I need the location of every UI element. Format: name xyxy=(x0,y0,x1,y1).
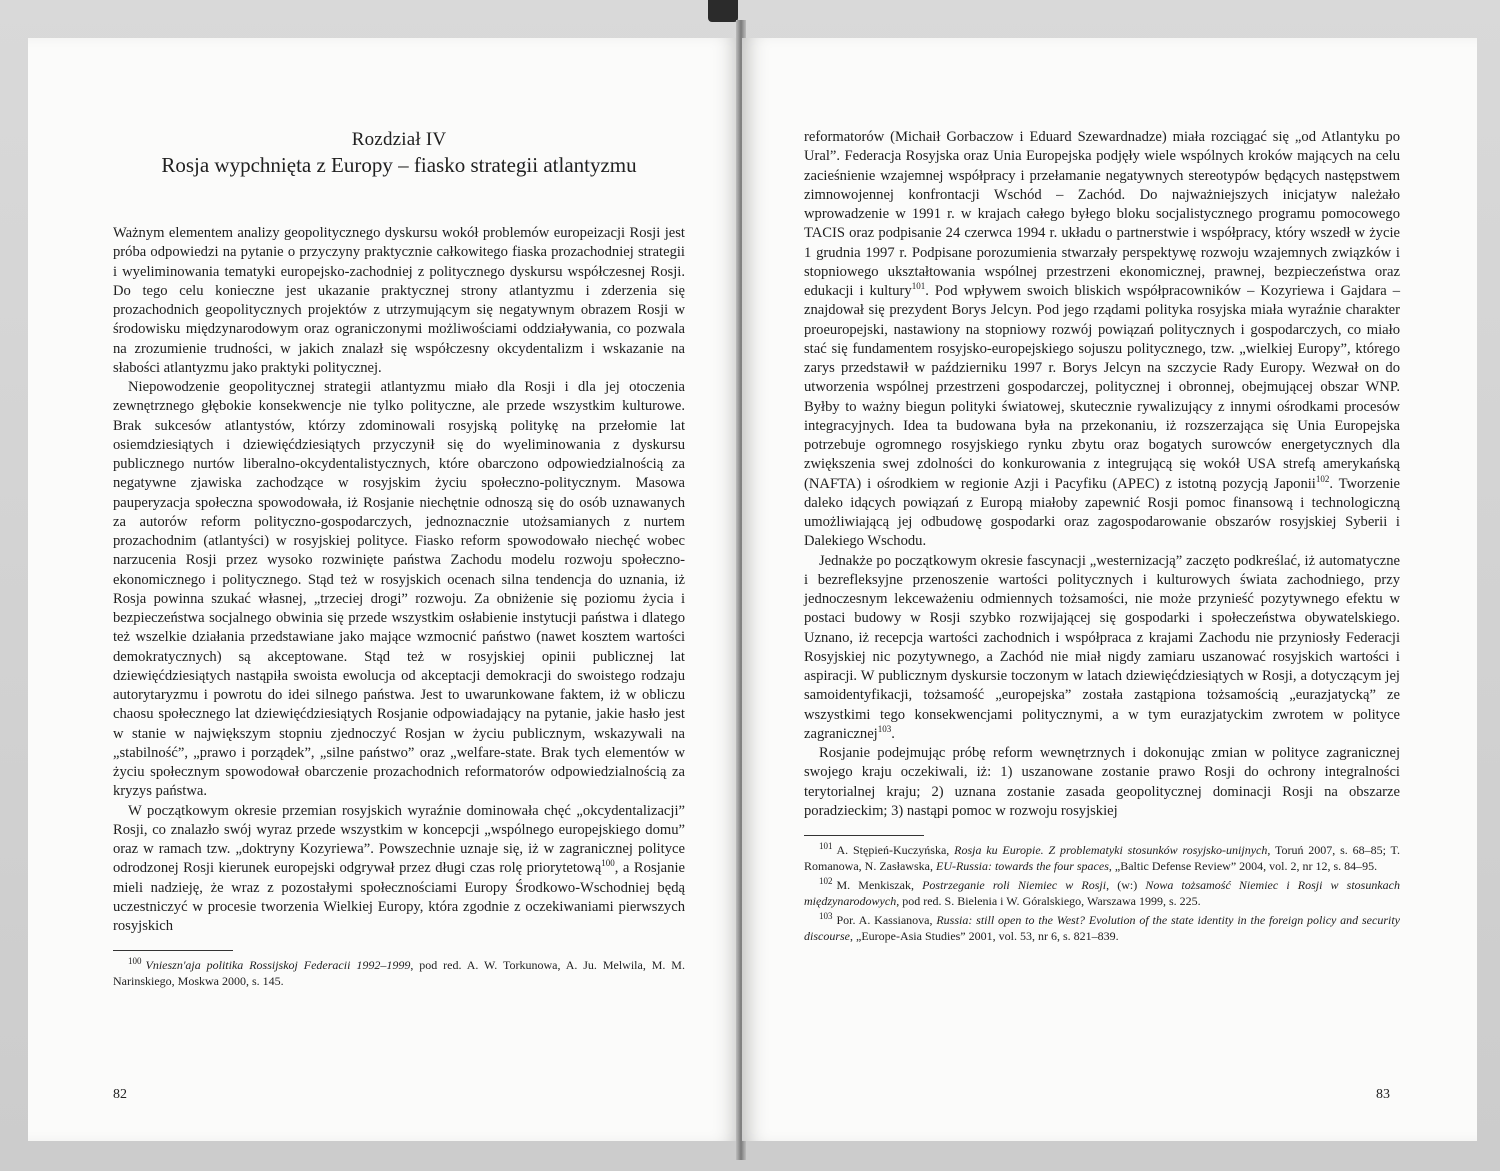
footnote-ref: 101 xyxy=(911,281,926,292)
paragraph: Niepowodzenie geopolitycznej strategii atlantyzmu miało dla Rosji i dla jej otoczenia zewnętrznego głębokie konsekwencje nie tylko polityczne, ale przede wszystkim kulturowe. Brak sukcesów atlantystów, którzy zdominowali rosyjską politykę na przełomie lat osiemdziesiątych i dziewięćdziesiątych przyczynił się do wyeliminowania z dyskursu publicznego nurtów liberalno-okcydentalistycznych, które obarczono odpowiedzialnością za negatywne zjawiska zachodzące w rosyjskim życiu społeczno-politycznym. Masowa pauperyzacja społeczna spowodowała, iż Rosjanie niechętnie odnoszą się do osób uznawanych za autorów reform polityczno-gospodarczych, jednoznacznie utożsamianych z nurtem prozachodnim (atlantyści) w rosyjskiej polityce. Fiasko reform spowodowało niechęć wobec narzucenia Rosji przez wysoko rozwinięte państwa Zachodu modelu rozwoju społeczno-ekonomicznego i politycznego. Stąd też w rosyjskich ocenach silna tendencja do uznania, iż Rosja powinna szukać własnej, „trzeciej drogi” rozwoju. Za obniżenie się poziomu życia i bezpieczeństwa socjalnego obwinia się przede wszystkim osłabienie instytucji państwa i dlatego też wszelkie działania przedstawiane jako mające wzmocnić państwo (nawet kosztem wartości demokratycznych) są akceptowane. Stąd też w rosyjskiej opinii publicznej lat dziewięćdziesiątych nastąpiła swoista ewolucja od akceptacji demokracji do swoistego rodzaju autorytaryzmu i powrotu do idei silnego państwa. Jest to uwarunkowane faktem, iż w obliczu chaosu społecznego lat dziewięćdziesiątych Rosjanie odpowiadający na pytanie, jakie hasło jest w stanie w największym stopniu zjednoczyć Rosjan w życiu publicznym, wskazywali na „stabilność”, „prawo i porządek”, „silne państwo” oraz „welfare-state. Brak tych elementów w życiu społecznym spowodował obarczenie prozachodnich reformatorów odpowiedzialnością za kryzys państwa. xyxy=(113,379,685,800)
footnote-title: Russia: still open to the West? Evolution of the state identity in the foreign policy and security discourse xyxy=(804,913,1400,943)
left-page xyxy=(28,38,740,1141)
footnote-text: Por. A. Kassianova, xyxy=(836,913,937,927)
footnote xyxy=(804,842,1400,874)
footnote-text: , pod red. A. W. Torkunowa, A. Ju. Melwila, M. M. Narinskiego, Moskwa 2000, s. 145. xyxy=(113,958,685,989)
binder-clip xyxy=(708,0,738,22)
footnote-ref: 100 xyxy=(601,858,615,869)
footnote-rule xyxy=(113,950,233,951)
paragraph-text: Jednakże po początkowym okresie fascynacji „westernizacją” zaczęto podkreślać, iż automatyczne i bezrefleksyjne przenoszenie wartości politycznych i kulturowych świata zachodniego, przy jednoczesnym lekceważeniu odmiennych tożsamości, nie może przynieść pozytywnego efektu w postaci budowy w Rosji szybko rozwijającej się gospodarki i społeczeństwa obywatelskiego. Uznano, iż recepcja wartości zachodnich i współpraca z krajami Zachodu nie przyniosły Federacji Rosyjskiej nic pozytywnego, a Zachód nie miał nigdy zamiaru uszanować rosyjskich wartości i aspiracji. W publicznym dyskursie toczonym w latach dziewięćdziesiątych w Rosji, a dotyczącym jej samoidentyfikacji, tożsamość „europejska” została zastąpiona tożsamością „eurazjatycką” ze wszystkimi tego konsekwencjami politycznymi, a w tym eurazjatyckim zwrotem w polityce zagranicznej xyxy=(804,552,1400,742)
footnote xyxy=(804,877,1400,909)
footnote-title: Vnieszn'aja politika Rossijskoj Federacii 1992–1999 xyxy=(145,958,411,973)
chapter-title: Rosja wypchnięta z Europy – fiasko strategii atlantyzmu xyxy=(161,153,637,177)
footnote-number: 103 xyxy=(819,911,833,921)
paragraph-text: . Tworzenie daleko idących powiązań z Europą miałoby zapewnić Rosji pomoc finansową i technologiczną umożliwiającą jej odbudowę gospodarki oraz zagospodarowanie obszarów rosyjskiej Syberii i Dalekiego Wschodu. xyxy=(804,475,1400,550)
footnote-text: , „Baltic Defense Review” 2004, vol. 2, nr 12, s. 84–95. xyxy=(1108,859,1378,873)
footnote-rule xyxy=(804,835,924,836)
footnote-text: , „Europe-Asia Studies” 2001, vol. 53, nr 6, s. 821–839. xyxy=(850,929,1119,943)
paragraph: Rosjanie podejmując próbę reform wewnętrznych i dokonując zmian w polityce zagranicznej swojego kraju oczekiwali, iż: 1) uszanowane zostanie prawo Rosji do ochrony integralności terytorialnej kraju; 2) uznana zostanie zasada geopolitycznej dominacji Rosji na obszarze poradzieckim; 3) nastąpi pomoc w rozwoju rosyjskiej xyxy=(804,745,1400,819)
chapter-label: Rozdział IV xyxy=(351,129,447,150)
footnote-text: A. Stępień-Kuczyńska, xyxy=(836,843,955,857)
footnote-number: 100 xyxy=(128,956,142,967)
footnote-ref: 103 xyxy=(877,723,892,734)
left-text-block xyxy=(113,128,685,989)
footnote-number: 101 xyxy=(819,841,833,851)
footnote-title: Nowa tożsamość Niemiec i Rosji w stosunkach międzynarodowych xyxy=(804,878,1401,908)
footnote-title: Rosja ku Europie. Z problematyki stosunków rosyjsko-unijnych xyxy=(954,843,1268,857)
footnote xyxy=(113,957,685,989)
footnote-text: M. Menkiszak, xyxy=(836,878,923,892)
footnote-text: , (w:) xyxy=(1106,878,1146,892)
paragraph: Ważnym elementem analizy geopolitycznego dyskursu wokół problemów europeizacji Rosji jest próba odpowiedzi na pytanie o przyczyny praktycznie całkowitego fiaska prozachodniej strategii i wyeliminowania tematyki europejsko-zachodniej z politycznego dyskursu współczesnej Rosji. Do tego celu konieczne jest ukazanie praktycznej strony atlantyzmu i zderzenia się prozachodnich geopolitycznych projektów z utrzymującym się negatywnym obrazem Rosji w środowisku międzynarodowym oraz ograniczonymi możliwościami oddziaływania, co pozwala na zrozumienie trudności, w jakich znalazł się współczesny okcydentalizm i wskazanie na słabości atlantyzmu jako praktyki politycznej. xyxy=(113,225,685,376)
paragraph-text: W początkowym okresie przemian rosyjskich wyraźnie dominowała chęć „okcydentalizacji” Rosji, co znalazło swój wyraz przede wszystkim w koncepcji „wspólnego europejskiego domu” oraz w ramach tzw. „doktryny Kozyriewa”. Powszechnie uznaje się, iż w zagranicznej polityce odrodzonej Rosji kierunek europejski odgrywał przez długi czas rolę priorytetową xyxy=(113,802,685,877)
footnote-text: , pod red. S. Bielenia i W. Góralskiego, Warszawa 1999, s. 225. xyxy=(896,894,1201,908)
paragraph-text: reformatorów (Michaił Gorbaczow i Eduard Szewardnadze) miała rozciągać się „od Atlantyku po Ural”. Federacja Rosyjska oraz Unia Europejska podjęły wiele wspólnych kroków mających na celu zacieśnienie wzajemnej współpracy i przełamanie negatywnych stereotypów będących następstwem zimnowojennej konfrontacji Wschód – Zachód. Do najważniejszych inicjatyw należało wprowadzenie w 1991 r. w krajach całego byłego bloku socjalistycznego programu pomocowego TACIS oraz podpisanie 24 czerwca 1994 r. układu o partnerstwie i współpracy, który wszedł w życie 1 grudnia 1997 r. Podpisane porozumienia stwarzały perspektywę rozwoju wzajemnych związków i stopniowego ukształtowania wspólnej przestrzeni ekonomicznej, prawnej, bezpieczeństwa oraz edukacji i kultury xyxy=(804,129,1400,299)
right-page xyxy=(742,38,1477,1141)
footnote xyxy=(804,912,1400,944)
right-text-block xyxy=(804,128,1400,944)
paragraph-text: , a Rosjanie mieli nadzieję, że wraz z pozostałymi społecznościami Europy Środkowo-Wschodniej będą uczestniczyć w procesie tworzenia Wielkiej Europy, która zgodnie z oczekiwaniami pierwszych rosyjskich xyxy=(113,860,685,934)
paragraph xyxy=(113,802,685,937)
footnote-ref: 102 xyxy=(1315,473,1330,484)
footnote-title: Postrzeganie roli Niemiec w Rosji xyxy=(922,878,1107,892)
footnote-text: , Toruń 2007, s. 68–85; T. Romanowa, N. Zasławska, xyxy=(804,843,1400,873)
page-number: 83 xyxy=(1376,1087,1390,1102)
paragraph xyxy=(804,552,1400,745)
footnote-title: EU-Russia: towards the four spaces xyxy=(935,859,1109,873)
paragraph-text: . xyxy=(891,725,895,742)
footnote-number: 102 xyxy=(819,876,833,886)
page-number: 82 xyxy=(113,1087,127,1102)
paragraph xyxy=(804,128,1400,552)
paragraph-text: . Pod wpływem swoich bliskich współpracowników – Kozyriewa i Gajdara – znajdował się prezydent Borys Jelcyn. Pod jego rządami polityka rosyjska miała wyraźnie charakter proeuropejski, nastawiony na stopniowy rozwój powiązań politycznych i gospodarczych, co miało stać się fundamentem rosyjsko-europejskiego sojuszu politycznego, tzw. „wielkiej Europy”, którego zarys przedstawił w październiku 1997 r. Borys Jelcyn na szczycie Rady Europy. Wezwał on do utworzenia wspólnej przestrzeni gospodarczej, politycznej i obronnej, obejmującej obszar WNP. Byłby to ważny biegun polityki światowej, skutecznie rywalizujący z innymi ośrodkami procesów integracyjnych. Idea ta budowana była na przekonaniu, iż rozszerzająca się Unia Europejska potrzebuje ogromnego rosyjskiego rynku zbytu oraz bogatych surowców energetycznych dla zwiększenia swej zdolności do konkurowania z integrującą się wokół USA strefą amerykańską (NAFTA) i ośrodkiem w regionie Azji i Pacyfiku (APEC) z istotną pozycją Japonii xyxy=(804,283,1400,492)
